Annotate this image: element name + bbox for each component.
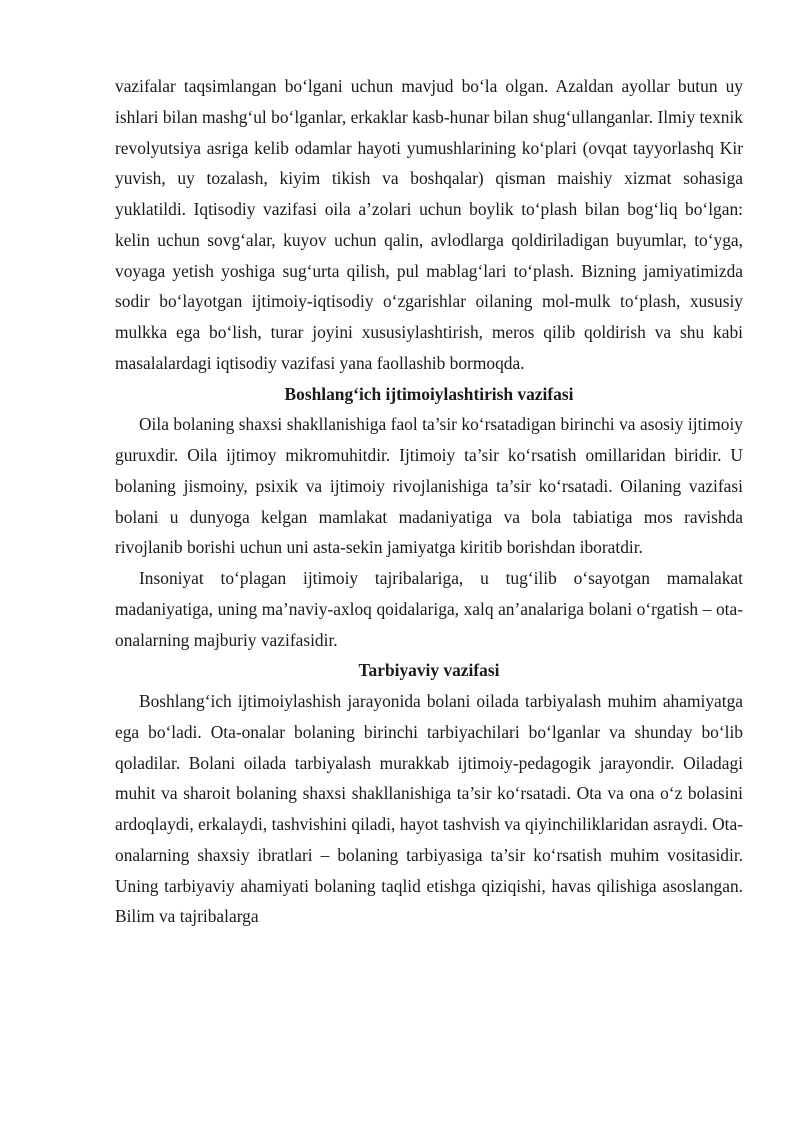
paragraph-family-upbringing: Boshlangʻich ijtimoiylashish jarayonida bolani oilada tarbiyalash muhim ahamiyatga ega boʻladi. Ota-onalar bolaning birinchi tarbiyachilari boʻlganlar va shunday boʻlib qoladilar. Bolani oilada tarbiyalash murakkab ijtimoiy-pedagogik jarayondir. Oiladagi muhit va sharoit bolaning shaxsi shakllanishiga ta’sir koʻrsatadi. Ota va ona oʻz bolasini ardoqlaydi, erkalaydi, tashvishini qiladi, hayot tashvish va qiyinchiliklaridan asraydi. Ota-onalarning shaxsiy ibratlari – bolaning tarbiyasiga ta’sir koʻrsatish muhim vositasidir. Uning tarbiyaviy ahamiyati bolaning taqlid etishga qiziqishi, havas qilishiga asoslangan. Bilim va tajribalarga — [115, 691, 743, 927]
paragraph-parents-duty: Insoniyat toʻplagan ijtimoiy tajribalariga, u tugʻilib oʻsayotgan mamalakat madaniyatiga, uning ma’naviy-axloq qoidalariga, xalq an’analariga bolani oʻrgatish – ota-onalarning majburiy vazifasidir. — [115, 568, 743, 650]
heading-educational-function: Tarbiyaviy vazifasi — [358, 660, 500, 681]
heading-primary-socialization: Boshlangʻich ijtimoiylashtirish vazifasi — [284, 383, 574, 404]
paragraph-family-social-group: Oila bolaning shaxsi shakllanishiga faol ta’sir koʻrsatadigan birinchi va asosiy ijtimoiy guruxdir. Oila ijtimoy mikromuhitdir. Ijtimoiy ta’sir koʻrsatish omillaridan biridir. U bolaning jismoiny, psixik va ijtimoiy rivojlanishiga ta’sir koʻrsatadi. Oilaning vazifasi bolani u dunyoga kelgan mamlakat madaniyatiga va bola tabiatiga mos ravishda rivojlanib borishi uchun uni asta-sekin jamiyatga kiritib borishdan iboratdir. — [115, 414, 743, 558]
paragraph-economic-function: vazifalar taqsimlangan boʻlgani uchun mavjud boʻla olgan. Azaldan ayollar butun uy ishlari bilan mashgʻul boʻlganlar, erkaklar kasb-hunar bilan shugʻullanganlar. Ilmiy texnik revolyutsiya asriga kelib odamlar hayoti yumushlarining koʻplari (ovqat tayyorlashq Kir yuvish, uy tozalash, kiyim tikish va boshqalar) qisman maishiy xizmat sohasiga yuklatildi. Iqtisodiy vazifasi oila a’zolari uchun boylik toʻplash bilan bogʻliq boʻlgan: kelin uchun sovgʻalar, kuyov uchun qalin, avlodlarga qoldiriladigan buyumlar, toʻyga, voyaga yetish yoshiga sugʻurta qilish, pul mablagʻlari toʻplash. Bizning jamiyatimizda sodir boʻlayotgan ijtimoiy-iqtisodiy oʻzgarishlar oilaning mol-mulk toʻplash, xususiy mulkka ega boʻlish, turar joyini xususiylashtirish, meros qilib qoldirish va shu kabi masalalardagi iqtisodiy vazifasi yana faollashib bormoqda. — [115, 76, 743, 373]
